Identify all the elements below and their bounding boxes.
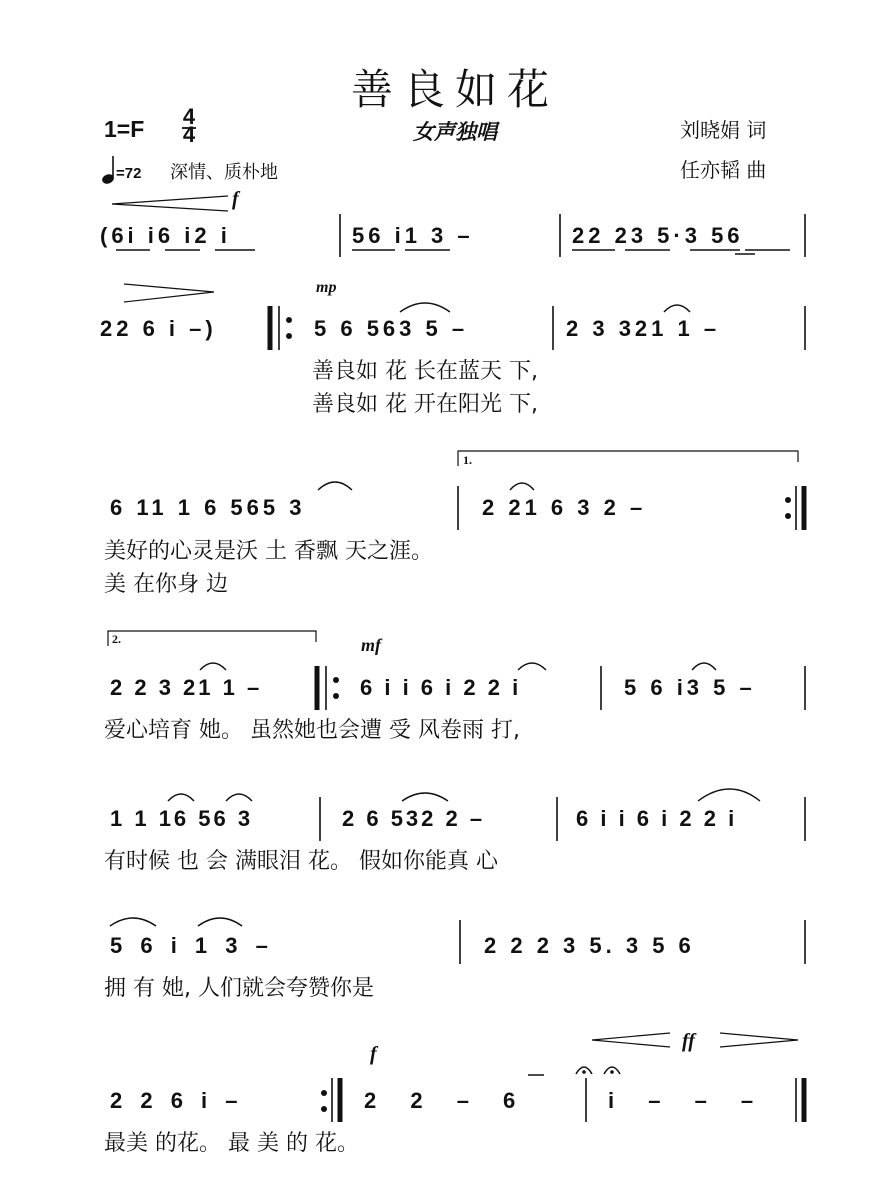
lyricist: 刘晓娟 词: [680, 118, 767, 142]
lyrics-verse-1-row-7: 最美 的花。 最 美 的 花。: [104, 1131, 359, 1156]
measure-9: 2 2 3 21 1 –: [110, 675, 263, 700]
lyrics-verse-1-row-2: 善良如 花 长在蓝天 下,: [312, 359, 538, 384]
measure-17: 2 2 6 i –: [110, 1088, 244, 1113]
lyrics-verse-1-row-4: 爱心培育 她。 虽然她也会遭 受 风卷雨 打,: [104, 718, 520, 743]
measure-19: i – – –: [608, 1088, 768, 1113]
measure-11: 5 6 i3 5 –: [624, 675, 756, 700]
meter-bottom: 4: [182, 122, 196, 147]
measure-3: 22 23 5·3 56: [572, 223, 744, 248]
measure-5: 5 6 563 5 –: [314, 316, 469, 341]
dynamic-f-1: f: [232, 188, 239, 210]
dynamic-ff: ff: [682, 1030, 695, 1052]
key-signature: 1=F: [104, 116, 145, 142]
meter-top: 4: [182, 104, 196, 129]
composer: 任亦韬 曲: [680, 158, 767, 182]
measure-18: 2 2 – 6: [364, 1088, 530, 1113]
measure-7: 6 11 1 6 565 3: [110, 495, 306, 520]
measure-12: 1 1 16 56 3: [110, 806, 254, 831]
measure-13: 2 6 532 2 –: [342, 806, 486, 831]
measure-16: 2 2 2 3 5. 3 5 6: [484, 933, 695, 958]
measure-4: 22 6 i –): [100, 316, 217, 341]
lyrics-verse-2-row-2: 善良如 花 开在阳光 下,: [312, 392, 538, 417]
dynamic-f-2: f: [370, 1043, 377, 1065]
measure-15: 5 6 i 1 3 –: [110, 933, 274, 958]
dynamic-mp: mp: [316, 279, 337, 296]
lyrics-verse-1-row-3: 美好的心灵是沃 土 香飘 天之涯。: [104, 539, 433, 564]
dynamic-mf: mf: [361, 635, 381, 655]
subtitle: 女声独唱: [413, 119, 497, 144]
measure-10: 6 i i 6 i 2 2 i: [360, 675, 522, 700]
expression-marking: 深情、质朴地: [170, 162, 278, 183]
measure-1: (6i i6 i2 i: [100, 223, 231, 248]
lyrics-verse-1-row-6: 拥 有 她, 人们就会夸赞你是: [104, 976, 374, 1001]
measure-6: 2 3 321 1 –: [566, 316, 721, 341]
second-ending-label: 2.: [112, 632, 121, 646]
tempo-marking: =72: [116, 165, 142, 182]
first-ending-label: 1.: [463, 453, 472, 467]
measure-8: 2 21 6 3 2 –: [482, 495, 647, 520]
lyrics-verse-2-row-3: 美 在你身 边: [104, 572, 228, 597]
measure-14: 6 i i 6 i 2 2 i: [576, 806, 738, 831]
song-title: 善良如花: [350, 65, 560, 114]
measure-2: 56 i1 3 –: [352, 223, 474, 248]
lyrics-verse-1-row-5: 有时候 也 会 满眼泪 花。 假如你能真 心: [104, 849, 498, 874]
